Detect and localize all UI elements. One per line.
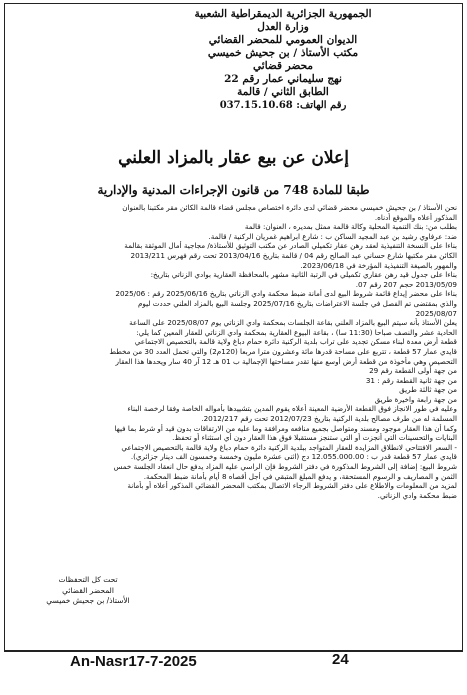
body-line: قايدي عمار 57 قطعة ، تتربع على مساحة قدرها مائة وعشرون مترا مربعا (120م2) والتي تحمل العدد 30 من مخطط [109,346,457,356]
body-line: وكما أن هذا العقار موجود ومسند ومتواصل بجميع منافعه ومرافقة وما عليه من الارتفاقات بدون قيد أو شرط بما فيها [114,423,457,433]
body-line: 2013/05/09 حجم 207 رقم 07. [355,279,457,289]
court-officer-header [113,8,453,112]
body-line: من جهة أولى القطعة رقم 29 [369,366,457,376]
body-line: قطعة أرض معدة لبناء مسكن تجديد على تراب بلدية الركنية دائرة حمام دباغ ولاية قالمة بالتحصيص الاجتماعي [134,337,457,347]
body-line: الكائن مقر مكتبها شارع حساني عبد الصالح رقم 04 / قالمة بتاريخ 2013/04/16 تحت رقم فهرس 2013/211 [130,250,457,260]
body-line: الثمن و المصاريف و الرسوم المستحقة، و يدفع المبلغ المتبقي في أجل أقصاه 8 أيام بأمانة ضبط المحكمة. [143,471,457,481]
body-line: الحادية عشر والنصف صباحا (11:30 سا) ، بقاعة البيوع العقارية بمحكمة وادي الزناتي للعقار المعين كما يلي: [136,327,457,337]
publication-date: An-Nasr17-7-2025 [70,653,197,670]
header-line: محضر قضائي [253,60,313,72]
body-line: المذكور أعلاه والموقع أدناه. [374,212,457,222]
body-line: من جهة ثانية القطعة رقم : 31 [365,375,457,385]
header-line: نهج سليماني عمار رقم 22 [224,73,342,85]
signature-line: المحضر القضائي [62,585,114,595]
body-line: ضبط محكمة وادي الزناتي. [377,490,457,500]
header-line: وزارة العدل [257,21,309,33]
header-line: مكتب الأستاذ / بن جحيش خميسي [207,47,359,59]
body-line: بطلب من: بنك التنمية المحلية وكالة قالمة ممثل بمديره ، العنوان: قالمة [244,222,457,232]
body-line: بناءا على النسخة التنفيذية لعقد رهن عقار تكميلي الصادر عن مكتب التوثيق للأستاذة/ مجاجية أمال الموثقة بقالمة [124,241,457,251]
body-line: من جهة رابعة واخيرة طريق [374,394,457,404]
body-line: وعليه في طور الانجاز فوق القطعة الأرضية المعينة أعلاه يقوم المدين بتشييدها بأمواله الخاصة وفقا لرخصة البناء [127,404,457,414]
header-line: الديوان العمومي للمحضر القضائي [208,34,358,46]
footer-divider [4,651,463,652]
body-line: شروط البيع: إضافة إلى الشروط المذكورة في دفتر الشروط فإن الراسي عليه المزاد يدفع حال انعقاد الجلسة خمس [113,462,457,472]
body-line: بناءا على محضر إيداع قائمة شروط البيع لدى أمانة ضبط محكمة وادي الزناتي بتاريخ 2025/06/16 رقم : 2025/06 [115,289,457,299]
body-line: البنايات والتحسينات التي أنجزت أو التي ستنجز مستقبلا فوق هذا العقار دون أي استثناء أو تحفظ. [172,433,457,443]
body-line: ضد: عرفاوي رشيد بن عبد المجيد الساكن ب : شارع ابراهيم غمريان الركنية / قالمة. [208,231,457,241]
body-line: من جهة ثالثة طريق [399,385,457,395]
body-line: لمزيد من المعلومات والاطلاع على دفتر الشروط الرجاء الاتصال بمكتب المحضر القضائي المذكور أعلاه أو بأمانة [127,481,457,491]
header-line: الجمهورية الجزائرية الديمقراطية الشعبية [194,8,372,20]
header-line: رقم الهاتف: 037.15.10.68 [219,100,347,111]
body-line: قايدي عمار 57 قطعة قدر ب : 12.055.000.00 دج (اثنى عشرة مليون وخمسة وخمسون الف دينار جزائري). [130,452,457,462]
body-line: - السعر الافتتاحي لانطلاق المزايدة للعقار المتواجد ببلدية الركنية دائرة حمام دباغ ولاية قالمة بالتحصيص الاجتماعي [121,442,457,452]
header-line: الطابق الثاني / قالمة [237,86,329,98]
body-line: المسلمة له من طرف مصالح بلدية الركنية بتاريخ 2012/07/23 تحت رقم 2012/217. [201,414,457,424]
announcement-subtitle: طبقا للمادة 748 من قانون الإجراءات المدنية والإدارية [97,183,370,197]
page-number: 24 [332,651,349,668]
body-line: بناءا على جدول قيد رهن عقاري تكميلي في الرتبة الثانية مشهر بالمحافظة العقارية بوادي الزناتي بتاريخ: [150,270,457,280]
body-line: والذي بمقتضى تم الفصل في جلسة الاعتراضات بتاريخ 2025/07/16 وجلسة البيع بالمزاد العلني حددت ليوم [137,298,457,308]
announcement-body [12,203,457,500]
body-line: والمهور بالصيغة التنفيذية المؤرخة في 2023/06/18. [300,260,457,270]
body-line: يعلن الأستاذ بأنه سيتم البيع بالمزاد العلني بقاعة الجلسات بمحكمة وادي الزناتي يوم 2025/08/07 على الساعة [129,318,457,328]
announcement-title: إعلان عن بيع عقار بالمزاد العلني [118,148,349,168]
body-line: 2025/08/07 [415,308,457,318]
signature-line: تحت كل التحفظات [58,575,118,584]
signature-block [28,575,148,607]
signature-line: الأستاذ/ بن جحيش خميسي [46,596,130,605]
body-line: التحصيص وهي مأخوذة من قطعة أرض أوسع منها تقدر مساحتها الإجمالية ب 01 هـ 12 آر 40 سار ويحدها هذا العقار [115,356,457,366]
body-line: نحن الأستاذ / بن جحيش خميسي محضر قضائي لدى دائرة اختصاص مجلس قضاء قالمة الكائن مقر مكتبنا بالعنوان [122,203,457,212]
